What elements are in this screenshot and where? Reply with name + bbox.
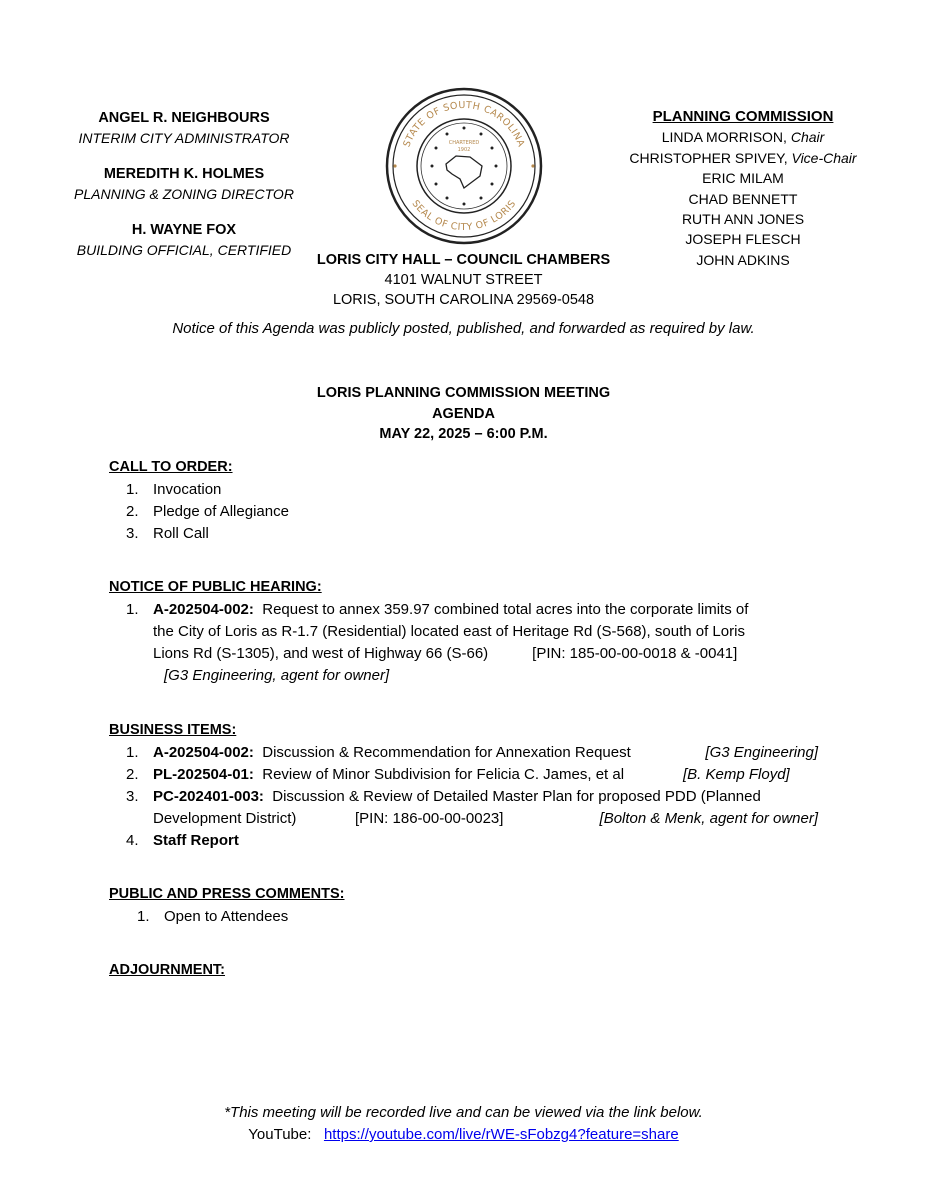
- list-item: [126, 830, 526, 852]
- seal-top-text: STATE OF SOUTH CAROLINA: [401, 99, 527, 149]
- staff-title: INTERIM CITY ADMINISTRATOR: [78, 130, 290, 146]
- seal-bottom-text: SEAL OF CITY OF LORIS: [409, 198, 519, 234]
- posting-notice: Notice of this Agenda was publicly posted, published, and forwarded as required by law.: [172, 320, 755, 337]
- footer-link-line: [0, 1124, 927, 1146]
- item-number: 1.: [126, 481, 139, 498]
- staff-name: ANGEL R. NEIGHBOURS: [98, 110, 270, 126]
- item-text: Discussion & Review of Detailed Master Plan for proposed PDD (Planned: [272, 788, 761, 805]
- staff-entry: [50, 108, 318, 148]
- street: 4101 WALNUT STREET: [384, 272, 543, 288]
- item-text: Pledge of Allegiance: [153, 503, 289, 520]
- item-number: 2.: [126, 503, 139, 520]
- item-code: A-202504-002:: [153, 601, 254, 618]
- youtube-link[interactable]: https://youtube.com/live/rWE-sFobzg4?feature=share: [323, 1126, 679, 1143]
- item-code: A-202504-002:: [153, 744, 254, 761]
- public-hearing-item: [126, 599, 846, 691]
- staff-title: PLANNING & ZONING DIRECTOR: [74, 186, 294, 202]
- business-items-heading: BUSINESS ITEMS:: [109, 722, 237, 738]
- seal-chartered-label: CHARTERED: [448, 140, 480, 146]
- item-text: Discussion & Recommendation for Annexation Request: [262, 744, 631, 761]
- list-item: [126, 742, 846, 764]
- agent: [G3 Engineering]: [705, 744, 818, 761]
- commission-heading: PLANNING COMMISSION: [652, 108, 834, 125]
- item-text: Development District): [153, 810, 297, 827]
- city-seal: [384, 86, 544, 246]
- commission-block: [613, 107, 873, 270]
- public-hearing-heading: NOTICE OF PUBLIC HEARING:: [109, 579, 322, 595]
- footer-note: *This meeting will be recorded live and can be viewed via the link below.: [224, 1104, 703, 1121]
- item-number: 4.: [126, 832, 139, 849]
- item-number: 2.: [126, 766, 139, 783]
- meeting-subtitle: AGENDA: [432, 405, 495, 422]
- list-item: [126, 764, 846, 786]
- call-to-order-heading: CALL TO ORDER:: [109, 459, 233, 475]
- staff-entry: [50, 220, 318, 260]
- item-number: 1.: [126, 744, 139, 761]
- commission-member: JOHN ADKINS: [696, 251, 790, 268]
- item-number: 3.: [126, 525, 139, 542]
- list-item: [126, 786, 846, 830]
- item-code: PC-202401-003:: [153, 788, 264, 805]
- item-text: Request to annex 359.97 combined total acres into the corporate limits of: [262, 601, 749, 618]
- meeting-title: LORIS PLANNING COMMISSION MEETING: [316, 385, 611, 401]
- seal-icon: [384, 86, 544, 246]
- item-text: Open to Attendees: [164, 908, 289, 925]
- item-text: Invocation: [153, 481, 222, 498]
- item-number: 1.: [137, 908, 150, 925]
- member-name: LINDA MORRISON,: [661, 129, 791, 146]
- commission-member: CHAD BENNETT: [688, 190, 798, 207]
- pin: [PIN: 185-00-00-0018 & -0041]: [532, 645, 738, 662]
- staff-name: MEREDITH K. HOLMES: [103, 166, 265, 182]
- seal-chartered-year: 1902: [457, 147, 471, 153]
- agent: [G3 Engineering, agent for owner]: [164, 667, 390, 684]
- list-item: [137, 906, 537, 928]
- staff-name: H. WAYNE FOX: [131, 222, 237, 238]
- member-role: Vice-Chair: [791, 149, 857, 166]
- item-text: the City of Loris as R-1.7 (Residential) located east of Heritage Rd (S-568), south of Loris: [153, 623, 745, 640]
- meeting-title-block: [0, 383, 927, 445]
- item-number: 1.: [126, 601, 139, 618]
- footer-label: YouTube:: [248, 1126, 312, 1143]
- staff-entry: [50, 164, 318, 204]
- commission-member: JOSEPH FLESCH: [685, 231, 801, 248]
- meeting-date: MAY 22, 2025 – 6:00 P.M.: [379, 426, 548, 442]
- agent: [B. Kemp Floyd]: [683, 766, 790, 783]
- venue: LORIS CITY HALL – COUNCIL CHAMBERS: [316, 252, 611, 268]
- commission-member: [613, 148, 873, 168]
- commission-member: ERIC MILAM: [702, 170, 784, 187]
- member-role: Chair: [790, 129, 825, 146]
- item-text: Review of Minor Subdivision for Felicia C. James, et al: [262, 766, 625, 783]
- city-line: LORIS, SOUTH CAROLINA 29569-0548: [332, 292, 595, 308]
- staff-block: [50, 108, 318, 276]
- member-name: CHRISTOPHER SPIVEY,: [629, 149, 792, 166]
- item-text: Lions Rd (S-1305), and west of Highway 66 (S-66): [153, 645, 489, 662]
- staff-title: BUILDING OFFICIAL, CERTIFIED: [76, 242, 292, 258]
- item-text: Roll Call: [153, 525, 209, 542]
- item-code: PL-202504-01:: [153, 766, 254, 783]
- adjournment-heading: ADJOURNMENT:: [109, 962, 225, 978]
- footer: [0, 1102, 927, 1146]
- pin: [PIN: 186-00-00-0023]: [355, 810, 504, 827]
- comments-heading: PUBLIC AND PRESS COMMENTS:: [109, 886, 345, 902]
- agent: [Bolton & Menk, agent for owner]: [599, 810, 818, 827]
- commission-member: [613, 127, 873, 147]
- item-text: Staff Report: [153, 832, 239, 849]
- address-block: [300, 250, 627, 310]
- item-number: 3.: [126, 788, 139, 805]
- commission-member: RUTH ANN JONES: [681, 211, 805, 228]
